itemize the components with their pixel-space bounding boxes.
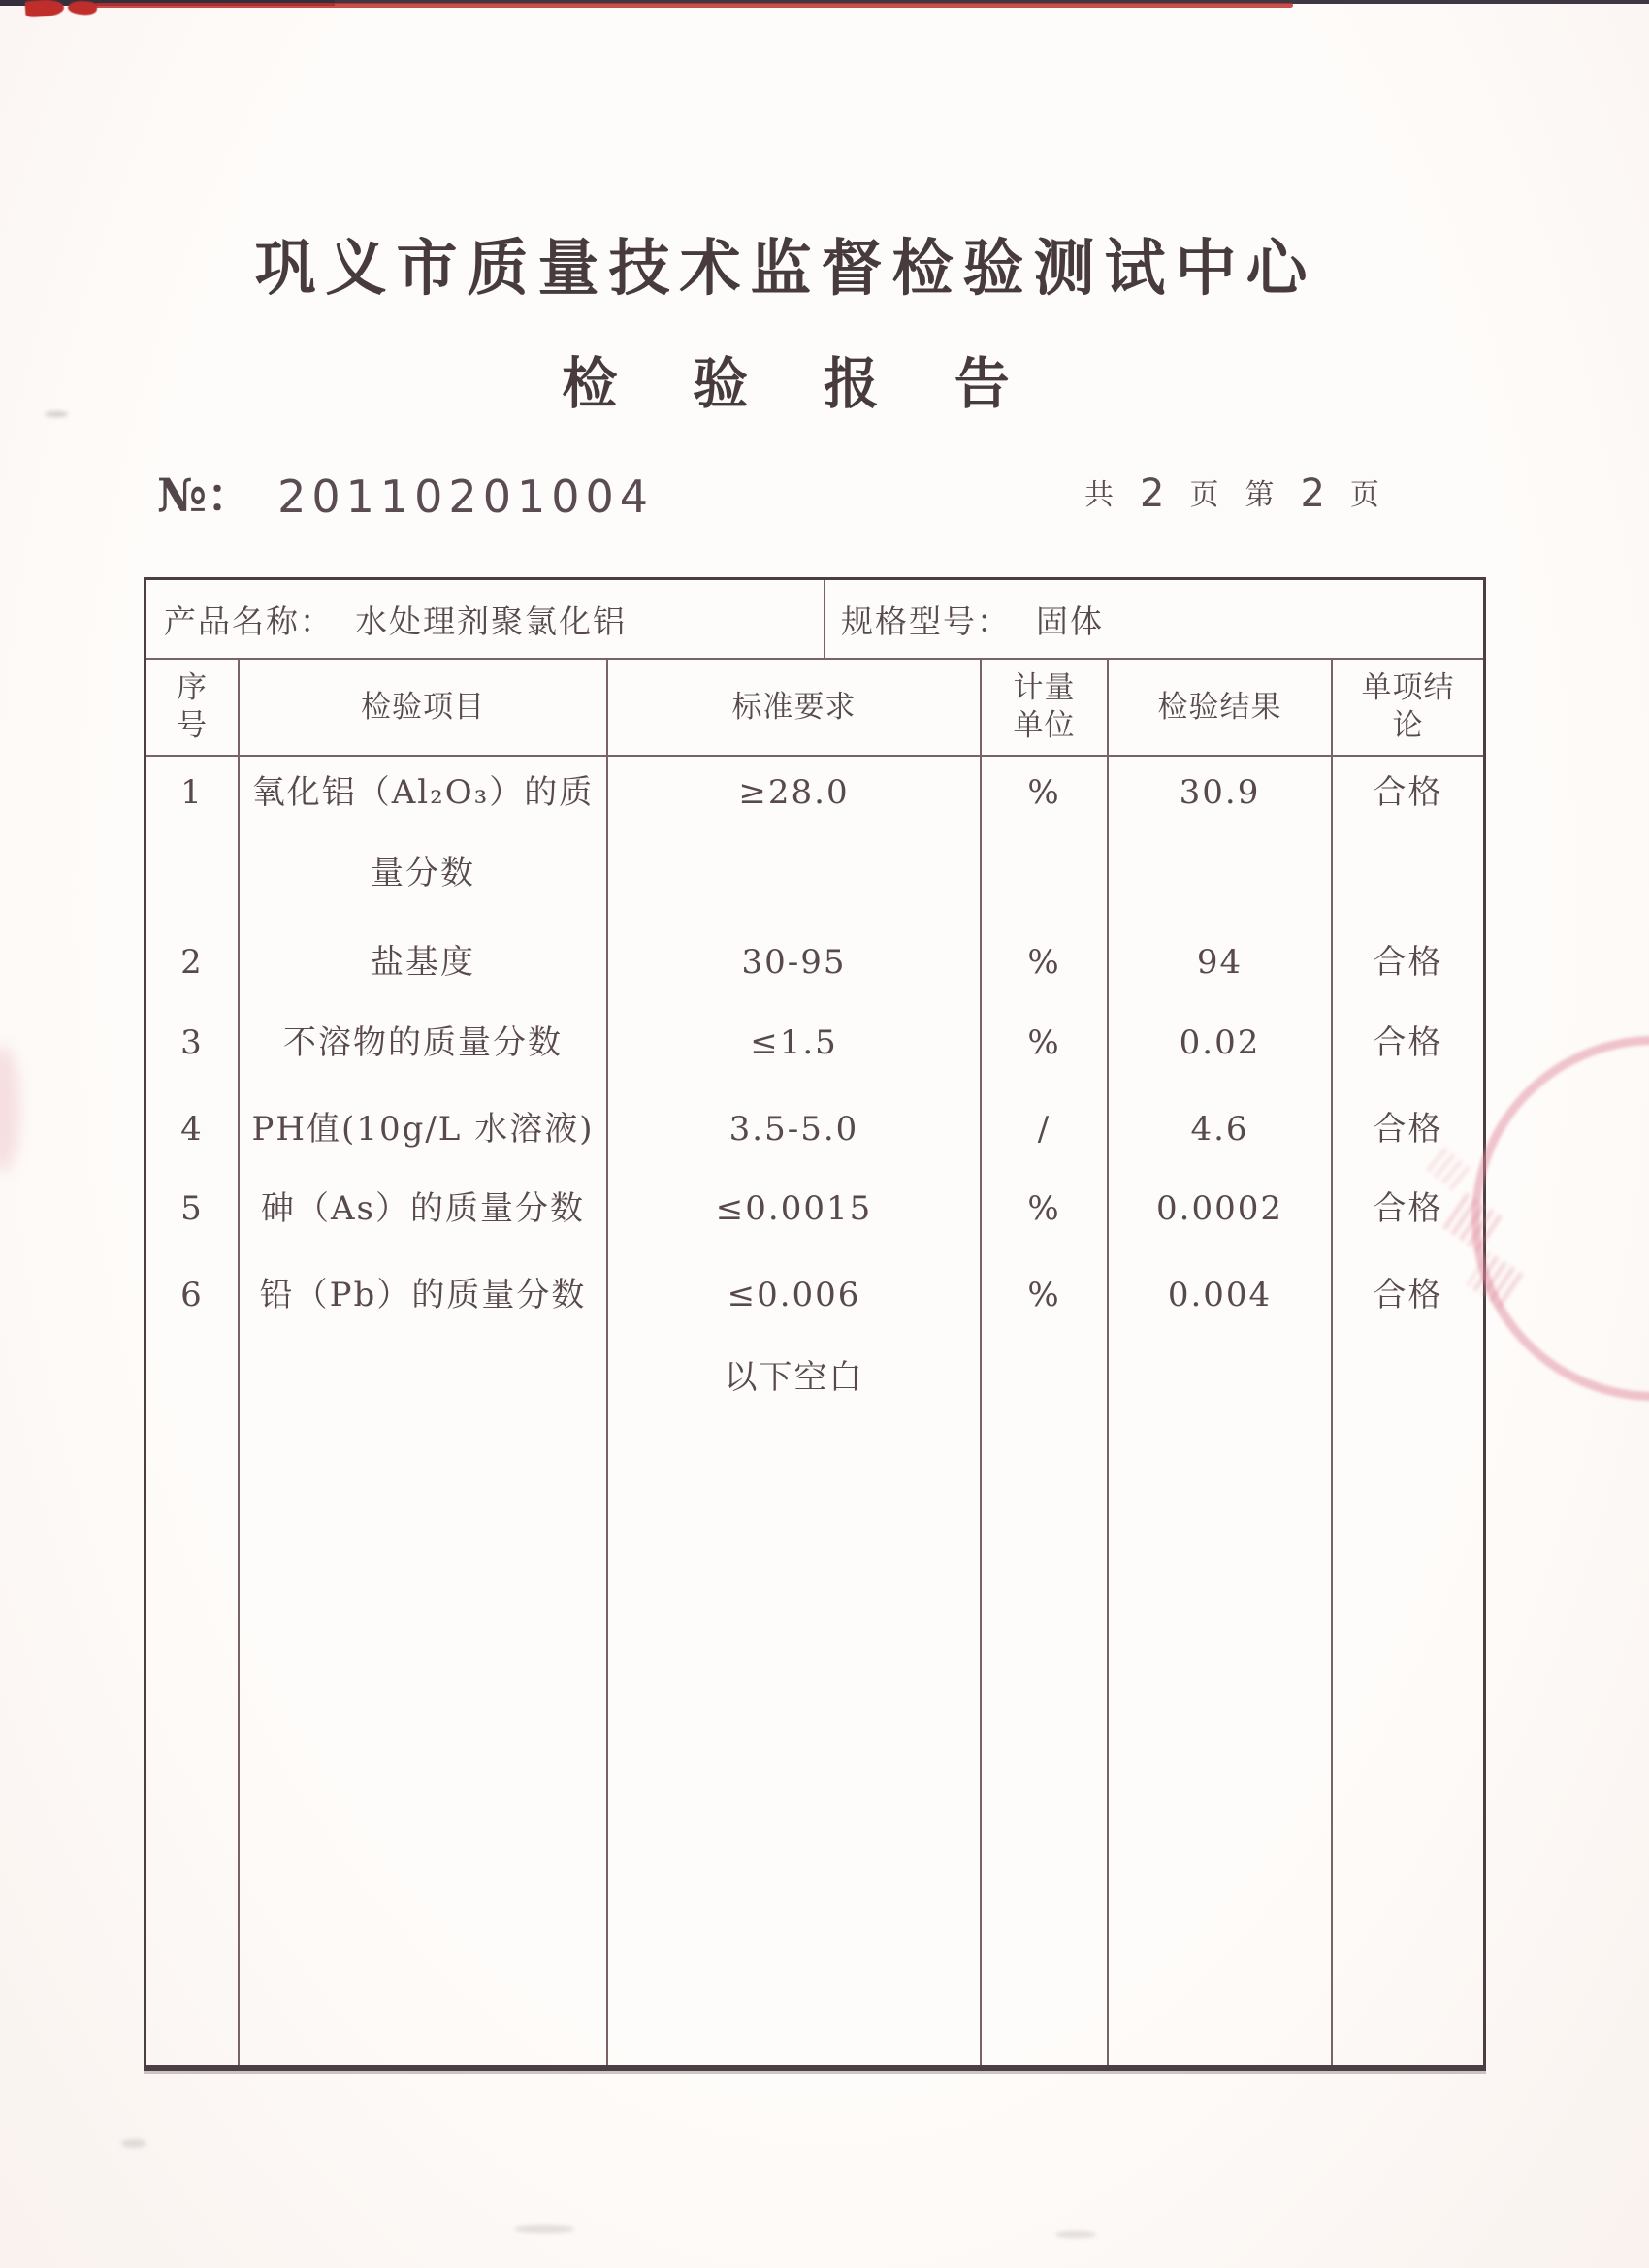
cell-conclusion-r4: 合格 bbox=[1373, 1110, 1443, 1149]
product-spec-label: 规格型号： bbox=[841, 601, 1011, 640]
item-column bbox=[240, 757, 608, 2065]
col-header-result-label: 检验结果 bbox=[1157, 689, 1282, 725]
cell-result-r4: 4.6 bbox=[1190, 1110, 1249, 1149]
cell-unit-r1: % bbox=[1027, 773, 1061, 812]
cell-result-r3: 0.02 bbox=[1179, 1023, 1261, 1062]
conclusion-column bbox=[1333, 757, 1483, 2065]
cell-item-r3: 不溶物的质量分数 bbox=[283, 1023, 563, 1062]
cell-result-r5: 0.0002 bbox=[1156, 1189, 1283, 1228]
data-area bbox=[146, 757, 1483, 2065]
pagination-page-unit: 页 bbox=[1349, 478, 1380, 512]
cell-standard-r1: ≥28.0 bbox=[738, 773, 850, 812]
col-header-conclusion bbox=[1333, 660, 1483, 755]
report-number-line bbox=[157, 470, 654, 524]
cell-unit-r5: % bbox=[1027, 1189, 1061, 1228]
cell-standard-r3: ≤1.5 bbox=[750, 1023, 838, 1062]
blank-note: 以下空白 bbox=[724, 1358, 864, 1397]
col-header-result bbox=[1109, 660, 1333, 755]
cell-standard-r5: ≤0.0015 bbox=[715, 1189, 873, 1228]
scan-speck bbox=[121, 2139, 146, 2148]
report-title: 检 验 报 告 bbox=[562, 351, 1010, 416]
col-header-seq-label: 序号 bbox=[177, 670, 208, 743]
red-ink-mark bbox=[24, 0, 64, 17]
cell-standard-r4: 3.5-5.0 bbox=[728, 1110, 859, 1149]
col-header-standard-label: 标准要求 bbox=[731, 689, 857, 725]
pagination-pages-unit: 页 bbox=[1189, 478, 1220, 512]
col-header-conclusion-label: 单项结论 bbox=[1361, 670, 1455, 743]
cell-conclusion-r5: 合格 bbox=[1373, 1189, 1443, 1228]
cell-item-r1-l2: 量分数 bbox=[371, 854, 475, 892]
cell-item-r2: 盐基度 bbox=[371, 943, 475, 982]
col-header-unit bbox=[982, 660, 1109, 755]
pink-smudge-artifact bbox=[0, 1046, 19, 1172]
column-header-row bbox=[146, 660, 1483, 757]
cell-seq-r1: 1 bbox=[180, 773, 204, 812]
cell-conclusion-r1: 合格 bbox=[1373, 773, 1443, 812]
cell-unit-r2: % bbox=[1027, 943, 1061, 982]
col-header-seq bbox=[146, 660, 240, 755]
report-number-value: 20110201004 bbox=[277, 470, 655, 523]
product-name-cell bbox=[146, 580, 825, 658]
cell-seq-r3: 3 bbox=[180, 1023, 204, 1062]
col-header-standard bbox=[608, 660, 982, 755]
standard-column bbox=[608, 757, 982, 2065]
red-ink-mark bbox=[67, 0, 97, 16]
cell-result-r2: 94 bbox=[1196, 943, 1244, 982]
cell-unit-r6: % bbox=[1027, 1276, 1061, 1314]
product-spec-value: 固体 bbox=[1036, 601, 1104, 640]
cell-seq-r6: 6 bbox=[180, 1276, 204, 1314]
col-header-item-label: 检验项目 bbox=[361, 689, 485, 725]
cell-standard-r6: ≤0.006 bbox=[727, 1276, 861, 1314]
product-info-row bbox=[146, 580, 1483, 660]
cell-result-r6: 0.004 bbox=[1167, 1276, 1273, 1314]
cell-seq-r5: 5 bbox=[180, 1189, 204, 1228]
col-header-item bbox=[240, 660, 608, 755]
pagination-total-label: 共 bbox=[1084, 478, 1115, 512]
cell-unit-r3: % bbox=[1027, 1023, 1061, 1062]
cell-item-r5: 砷（As）的质量分数 bbox=[260, 1189, 585, 1228]
cell-standard-r2: 30-95 bbox=[741, 943, 847, 982]
cell-seq-r2: 2 bbox=[180, 943, 204, 982]
cell-item-r4: PH值(10g/L 水溶液) bbox=[251, 1110, 595, 1149]
col-header-unit-label: 计量单位 bbox=[1013, 670, 1076, 743]
cell-unit-r4: / bbox=[1037, 1110, 1051, 1149]
seq-column bbox=[146, 757, 240, 2065]
org-title: 巩义市质量技术监督检验测试中心 bbox=[254, 232, 1317, 304]
pagination-total-value: 2 bbox=[1140, 471, 1165, 516]
cell-item-r1-l1: 氧化铝（Al₂O₃）的质 bbox=[251, 773, 595, 812]
result-column bbox=[1109, 757, 1333, 2065]
product-name-value: 水处理剂聚氯化铝 bbox=[355, 601, 627, 640]
pagination-ordinal-label: 第 bbox=[1245, 478, 1276, 512]
cell-conclusion-r3: 合格 bbox=[1373, 1023, 1443, 1062]
cell-conclusion-r2: 合格 bbox=[1373, 943, 1443, 982]
inspection-table bbox=[144, 577, 1486, 2071]
report-number-label: №： bbox=[157, 470, 253, 523]
pagination-page-value: 2 bbox=[1300, 471, 1325, 516]
red-ink-line-artifact bbox=[95, 3, 1293, 8]
cell-item-r6: 铅（Pb）的质量分数 bbox=[259, 1276, 587, 1314]
product-spec-cell bbox=[825, 580, 1483, 658]
cell-conclusion-r6: 合格 bbox=[1373, 1276, 1443, 1314]
unit-column bbox=[982, 757, 1109, 2065]
scan-speck bbox=[514, 2225, 574, 2233]
pagination bbox=[1084, 473, 1380, 518]
cell-result-r1: 30.9 bbox=[1179, 773, 1261, 812]
product-name-label: 产品名称： bbox=[164, 601, 334, 640]
scan-speck bbox=[1055, 2231, 1096, 2238]
cell-seq-r4: 4 bbox=[180, 1110, 204, 1149]
